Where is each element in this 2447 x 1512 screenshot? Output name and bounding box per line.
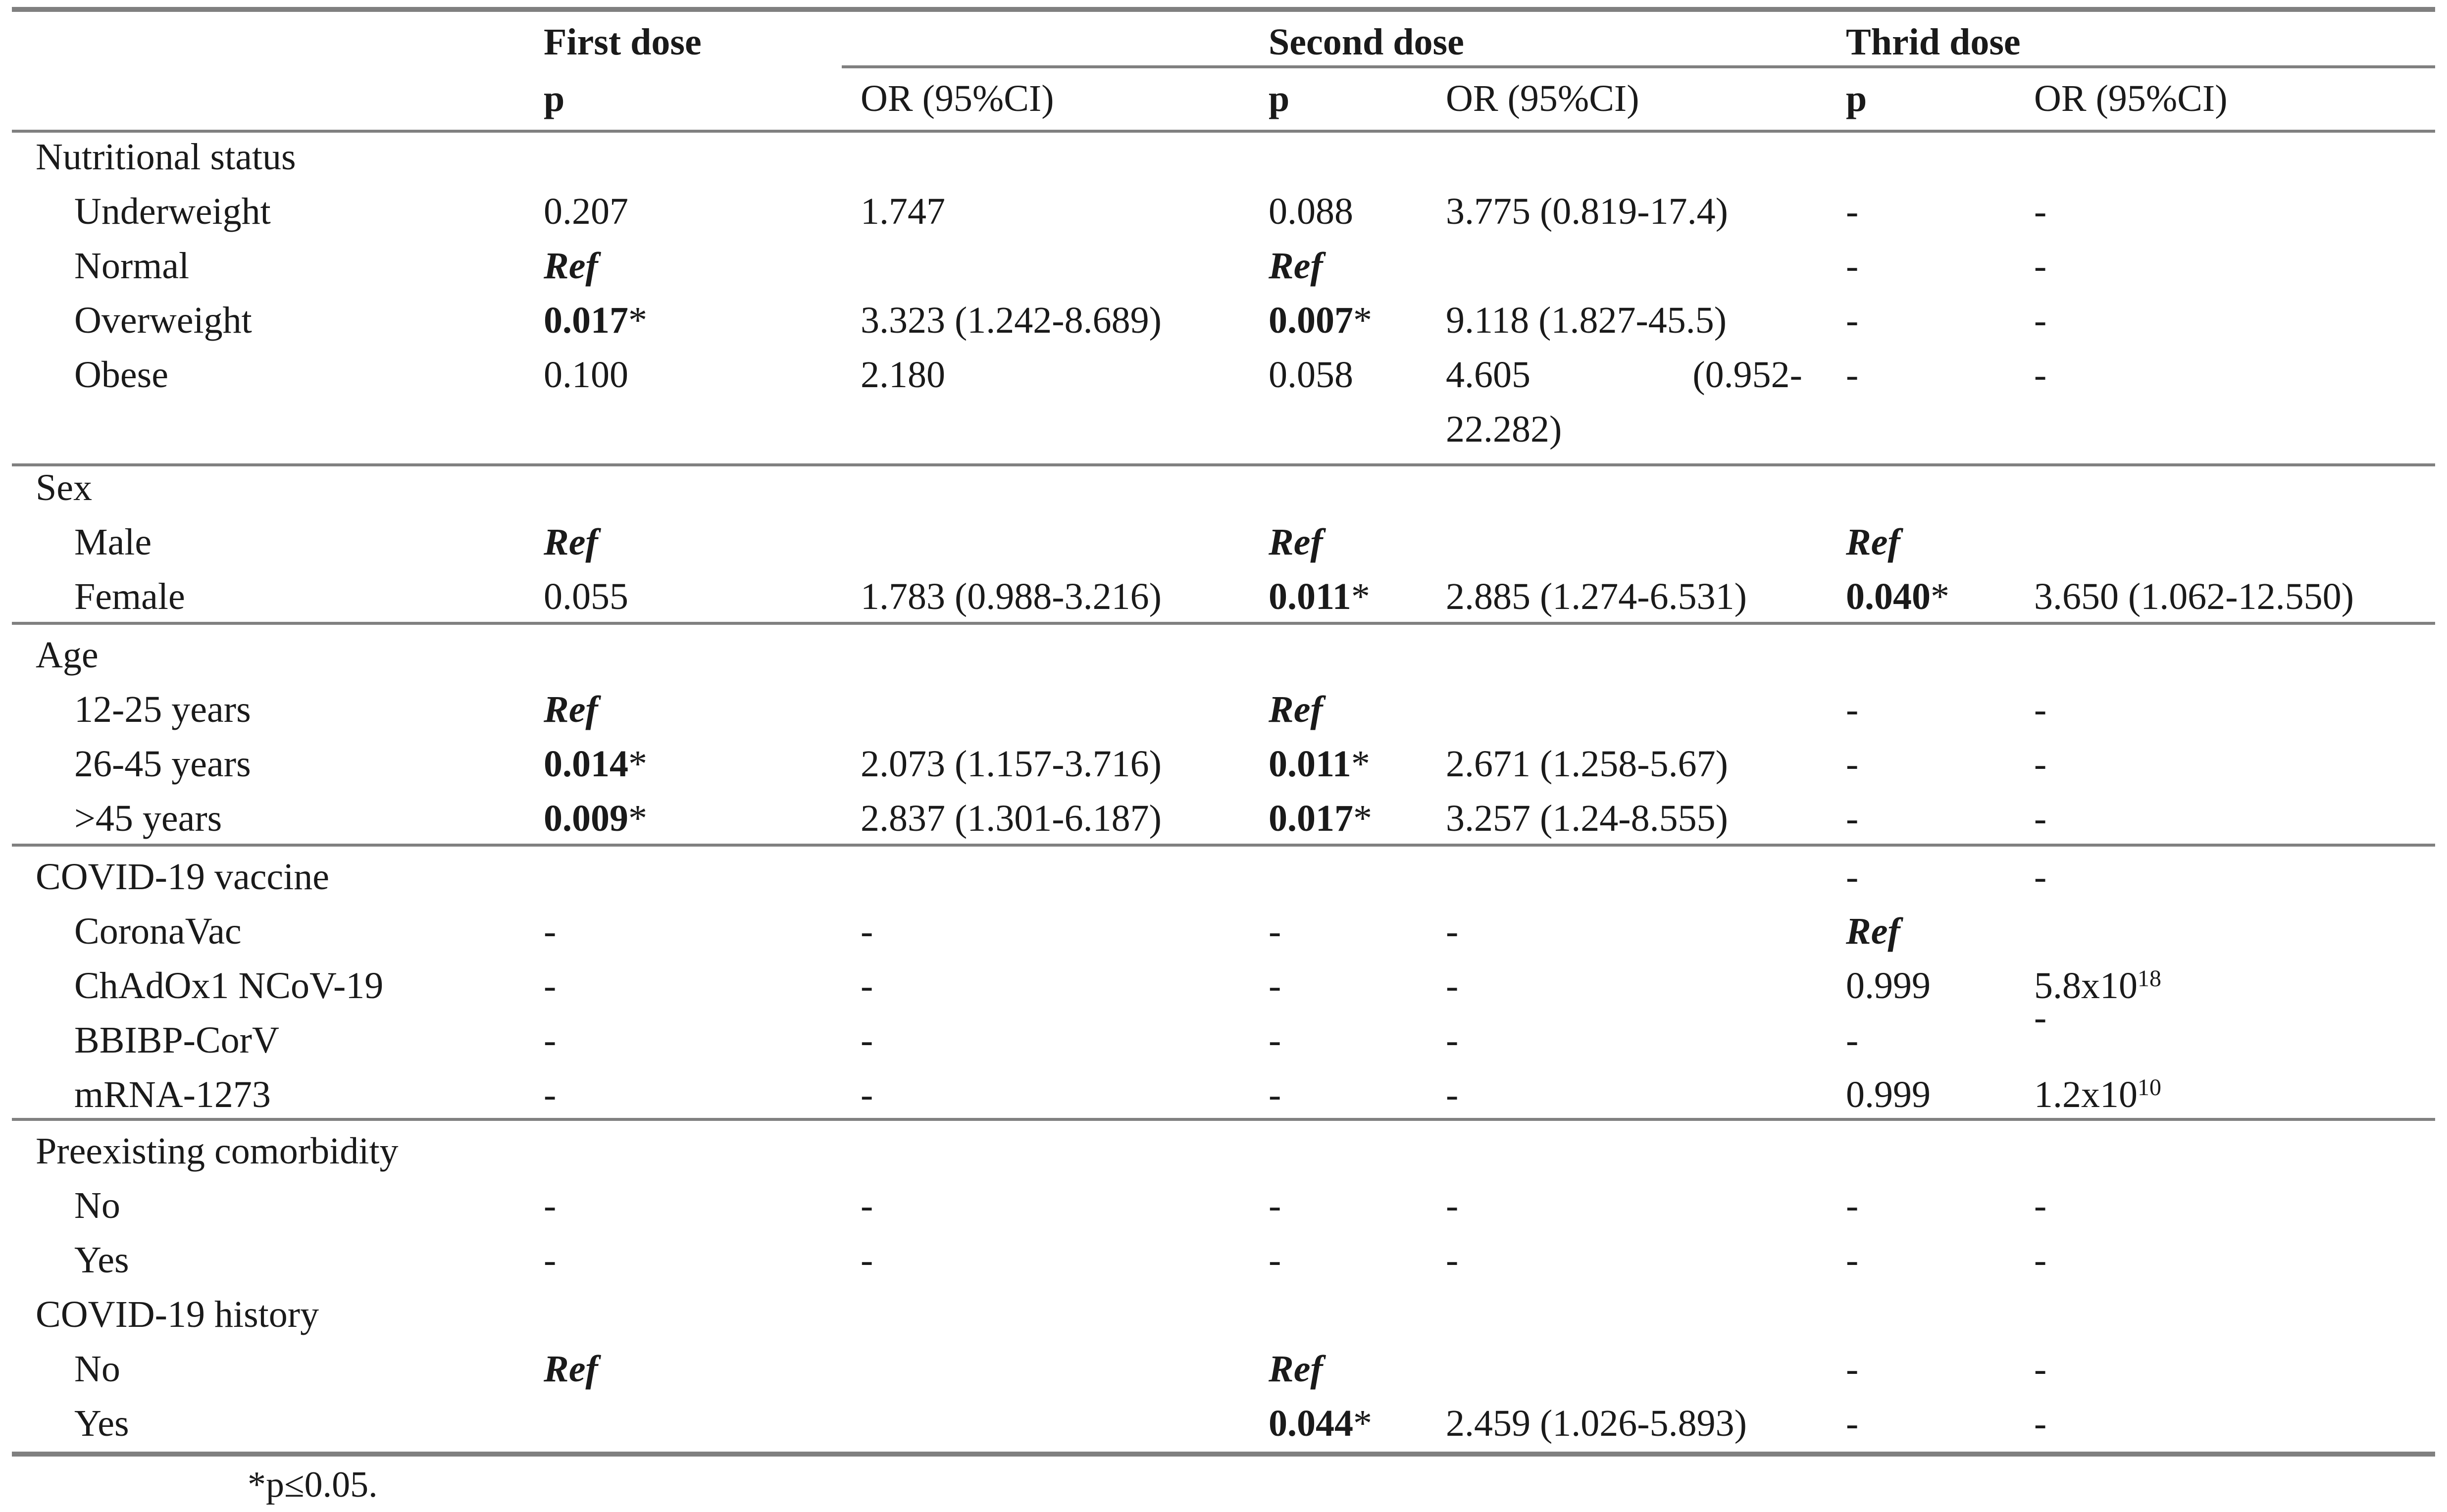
p-third-coronavac-ref: Ref [1846, 910, 1900, 952]
p-third-overweight: - [1846, 300, 1859, 341]
p-value: 0.007 [1269, 300, 1353, 341]
header-bottom-rule [12, 130, 2435, 133]
row-label-comorbidity-yes: Yes [74, 1239, 129, 1281]
or-second-comorbidity-no: - [1446, 1185, 1459, 1226]
p-first-normal-ref: Ref [544, 245, 598, 287]
p-value: 0.040 [1846, 576, 1931, 617]
or-first-comorbidity-no: - [861, 1185, 873, 1226]
p-value: 0.011 [1269, 743, 1351, 785]
p-third-obese: - [1846, 354, 1859, 396]
significance-mark: * [1351, 576, 1370, 617]
row-label-history-yes: Yes [74, 1403, 129, 1444]
or-exponent: 18 [2138, 965, 2161, 992]
p-second-age-26-45 [1269, 737, 1370, 791]
p-second-history-yes [1269, 1396, 1372, 1451]
or-third-comorbidity-no: - [2034, 1185, 2047, 1226]
p-first-male-ref: Ref [544, 521, 598, 563]
or-first-coronavac: - [861, 910, 873, 952]
or-second-age-26-45: 2.671 (1.258-5.67) [1446, 743, 1728, 785]
row-label-bbibp: BBIBP-CorV [74, 1019, 279, 1061]
or-first-mrna-1273: - [861, 1074, 873, 1115]
p-third-age-26-45: - [1846, 743, 1859, 785]
p-third-normal: - [1846, 245, 1859, 287]
or-third-normal: - [2034, 245, 2047, 287]
header-or-second: OR (95%CI) [1446, 78, 1639, 119]
p-second-chadox1: - [1269, 965, 1281, 1007]
p-first-comorbidity-yes: - [544, 1239, 557, 1281]
p-second-comorbidity-yes: - [1269, 1239, 1281, 1281]
or-third-mrna-1273 [2034, 1067, 2161, 1122]
p-second-underweight: 0.088 [1269, 191, 1353, 232]
p-second-overweight [1269, 293, 1372, 348]
or-first-chadox1: - [861, 965, 873, 1007]
or-third-age-26-45: - [2034, 743, 2047, 785]
p-first-overweight [544, 293, 647, 348]
p-third-covid-vaccine: - [1846, 856, 1859, 898]
or-third-chadox1 [2034, 958, 2161, 1013]
p-value: 0.017 [1269, 798, 1353, 839]
or-third-history-yes: - [2034, 1403, 2047, 1444]
row-label-obese: Obese [74, 354, 168, 396]
or-ci-start: (0.952- [1692, 354, 1802, 396]
or-first-age-26-45: 2.073 (1.157-3.716) [861, 743, 1162, 785]
group-label-sex: Sex [36, 467, 92, 508]
or-first-overweight: 3.323 (1.242-8.689) [861, 300, 1162, 341]
p-second-bbibp: - [1269, 1019, 1281, 1061]
significance-mark: * [1353, 300, 1372, 341]
or-second-obese [1446, 348, 1802, 456]
or-second-bbibp: - [1446, 1019, 1459, 1061]
or-second-history-yes: 2.459 (1.026-5.893) [1446, 1403, 1747, 1444]
header-p-second: p [1269, 78, 1290, 119]
or-first-age-over-45: 2.837 (1.301-6.187) [861, 798, 1162, 839]
significance-mark: * [1931, 576, 1949, 617]
significance-mark: * [628, 743, 647, 785]
p-first-bbibp: - [544, 1019, 557, 1061]
or-estimate: 4.605 [1446, 354, 1530, 396]
p-first-female: 0.055 [544, 576, 628, 617]
or-third-bbibp: - [2034, 997, 2047, 1038]
header-dose-underline [842, 65, 2435, 68]
row-label-underweight: Underweight [74, 191, 271, 232]
section-rule-nutrition [12, 463, 2435, 466]
group-label-comorbidity: Preexisting comorbidity [36, 1130, 399, 1172]
p-second-age-12-25-ref: Ref [1269, 689, 1323, 730]
or-third-underweight: - [2034, 191, 2047, 232]
p-value: 0.017 [544, 300, 628, 341]
or-second-coronavac: - [1446, 910, 1459, 952]
table-top-rule [12, 7, 2435, 12]
or-exponent: 10 [2138, 1074, 2161, 1101]
footnote: *p≤0.05. [248, 1464, 378, 1505]
or-second-obese-line1 [1446, 348, 1802, 402]
p-first-underweight: 0.207 [544, 191, 628, 232]
or-third-comorbidity-yes: - [2034, 1239, 2047, 1281]
p-third-mrna-1273: 0.999 [1846, 1074, 1931, 1115]
header-or-third: OR (95%CI) [2034, 78, 2228, 119]
row-label-normal: Normal [74, 245, 190, 287]
header-first-dose: First dose [544, 21, 702, 63]
p-third-underweight: - [1846, 191, 1859, 232]
row-label-age-26-45: 26-45 years [74, 743, 251, 785]
p-first-age-over-45 [544, 791, 647, 846]
significance-mark: * [1353, 1403, 1372, 1444]
p-third-age-over-45: - [1846, 798, 1859, 839]
or-first-obese: 2.180 [861, 354, 945, 396]
p-value: 0.009 [544, 798, 628, 839]
significance-mark: * [628, 300, 647, 341]
group-label-nutritional-status: Nutritional status [36, 136, 296, 178]
row-label-female: Female [74, 576, 185, 617]
p-third-age-12-25: - [1846, 689, 1859, 730]
or-third-age-12-25: - [2034, 689, 2047, 730]
or-first-female: 1.783 (0.988-3.216) [861, 576, 1162, 617]
p-second-comorbidity-no: - [1269, 1185, 1281, 1226]
header-p-third: p [1846, 78, 1867, 119]
header-p-first: p [544, 78, 565, 119]
or-third-age-over-45: - [2034, 798, 2047, 839]
or-ci-end: 22.282) [1446, 408, 1562, 450]
row-label-history-no: No [74, 1348, 120, 1390]
group-label-covid-vaccine: COVID-19 vaccine [36, 856, 330, 898]
p-first-comorbidity-no: - [544, 1185, 557, 1226]
p-second-mrna-1273: - [1269, 1074, 1281, 1115]
p-third-bbibp: - [1846, 1019, 1859, 1061]
p-first-age-12-25-ref: Ref [544, 689, 598, 730]
or-third-female: 3.650 (1.062-12.550) [2034, 576, 2354, 617]
p-third-comorbidity-yes: - [1846, 1239, 1859, 1281]
row-label-mrna-1273: mRNA-1273 [74, 1074, 271, 1115]
or-second-female: 2.885 (1.274-6.531) [1446, 576, 1747, 617]
row-label-chadox1: ChAdOx1 NCoV-19 [74, 965, 384, 1007]
or-second-mrna-1273: - [1446, 1074, 1459, 1115]
group-label-age: Age [36, 634, 99, 676]
p-value: 0.011 [1269, 576, 1351, 617]
header-second-dose: Second dose [1269, 21, 1464, 63]
or-base: 1.2x10 [2034, 1074, 2138, 1115]
row-label-comorbidity-no: No [74, 1185, 120, 1226]
p-second-male-ref: Ref [1269, 521, 1323, 563]
row-label-age-over-45: >45 years [74, 798, 222, 839]
p-value: 0.044 [1269, 1403, 1353, 1444]
row-label-overweight: Overweight [74, 300, 252, 341]
p-value: 0.014 [544, 743, 628, 785]
or-third-obese: - [2034, 354, 2047, 396]
or-second-underweight: 3.775 (0.819-17.4) [1446, 191, 1728, 232]
p-third-history-no: - [1846, 1348, 1859, 1390]
significance-mark: * [1353, 798, 1372, 839]
or-third-overweight: - [2034, 300, 2047, 341]
p-second-history-no-ref: Ref [1269, 1348, 1323, 1390]
row-label-male: Male [74, 521, 152, 563]
significance-mark: * [1351, 743, 1370, 785]
or-second-chadox1: - [1446, 965, 1459, 1007]
table-bottom-rule [12, 1452, 2435, 1457]
row-label-age-12-25: 12-25 years [74, 689, 251, 730]
p-second-age-over-45 [1269, 791, 1372, 846]
or-base: 5.8x10 [2034, 965, 2138, 1007]
p-second-normal-ref: Ref [1269, 245, 1323, 287]
header-third-dose: Thrid dose [1846, 21, 2021, 63]
p-first-coronavac: - [544, 910, 557, 952]
p-first-obese: 0.100 [544, 354, 628, 396]
or-second-comorbidity-yes: - [1446, 1239, 1459, 1281]
or-third-covid-vaccine: - [2034, 856, 2047, 898]
group-label-covid-history: COVID-19 history [36, 1294, 319, 1335]
header-or-first: OR (95%CI) [861, 78, 1054, 119]
p-first-chadox1: - [544, 965, 557, 1007]
p-third-chadox1: 0.999 [1846, 965, 1931, 1007]
or-third-history-no: - [2034, 1348, 2047, 1390]
p-second-female [1269, 569, 1370, 624]
p-third-male-ref: Ref [1846, 521, 1900, 563]
or-first-underweight: 1.747 [861, 191, 945, 232]
p-first-mrna-1273: - [544, 1074, 557, 1115]
p-third-history-yes: - [1846, 1403, 1859, 1444]
p-second-coronavac: - [1269, 910, 1281, 952]
or-first-comorbidity-yes: - [861, 1239, 873, 1281]
row-label-coronavac: CoronaVac [74, 910, 242, 952]
p-third-comorbidity-no: - [1846, 1185, 1859, 1226]
or-second-age-over-45: 3.257 (1.24-8.555) [1446, 798, 1728, 839]
p-second-obese: 0.058 [1269, 354, 1353, 396]
section-rule-age [12, 844, 2435, 847]
or-second-overweight: 9.118 (1.827-45.5) [1446, 300, 1727, 341]
p-third-female [1846, 569, 1949, 624]
p-first-history-no-ref: Ref [544, 1348, 598, 1390]
significance-mark: * [628, 798, 647, 839]
or-first-bbibp: - [861, 1019, 873, 1061]
p-first-age-26-45 [544, 737, 647, 791]
